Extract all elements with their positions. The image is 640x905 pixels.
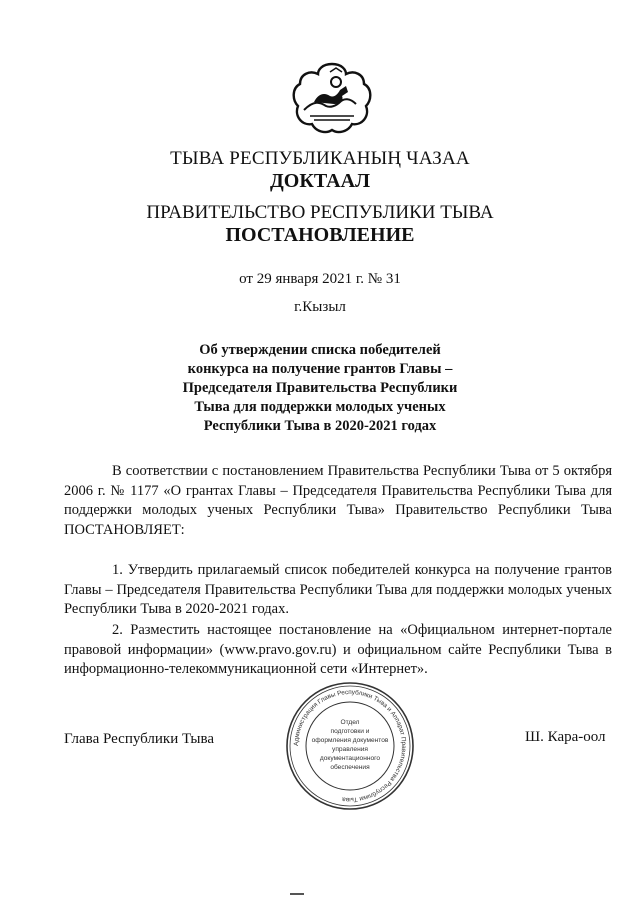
- document-city: г.Кызыл: [294, 299, 346, 315]
- stamp-center-line: обеспечения: [330, 764, 370, 771]
- document-date-number: от 29 января 2021 г. № 31: [239, 271, 401, 287]
- decree-item-2: 2. Разместить настоящее постановление на «Официальном интернет-портале правовой информации» (www.pravo.gov.ru) и официальном сайте Республики Тыва в информационно-телекоммуникационной сети «Интернет».: [64, 622, 612, 677]
- stamp-ring-text: Администрация Главы Республики Тыва и Аппарат Правительства Республики Тыва: [292, 688, 408, 804]
- title-line: конкурса на получение грантов Главы –: [187, 361, 453, 377]
- stamp-center-line: управления: [332, 746, 368, 753]
- page-mark: [290, 892, 304, 896]
- header-russian-doctype: ПОСТАНОВЛЕНИЕ: [225, 224, 415, 246]
- document-title: [0, 341, 640, 436]
- title-line: Республики Тыва в 2020-2021 годах: [203, 418, 437, 434]
- header-russian-government: ПРАВИТЕЛЬСТВО РЕСПУБЛИКИ ТЫВА: [146, 202, 494, 223]
- preamble-paragraph: В соответствии с постановлением Правительства Республики Тыва от 5 октября 2006 г. № 1177 «О грантах Главы – Председателя Правительства Республики Тыва для поддержки молодых ученых Республики Тыва» Правительство Республики Тыва ПОСТАНОВЛЯЕТ:: [64, 463, 612, 538]
- signatory-name: Ш. Кара-оол: [525, 729, 606, 745]
- tuva-emblem-icon: [290, 60, 374, 136]
- title-line: Об утверждении списка победителей: [199, 342, 441, 358]
- signatory-position: Глава Республики Тыва: [64, 731, 215, 747]
- header-tuvan-doctype: ДОКТААЛ: [270, 170, 370, 192]
- stamp-center-line: Отдел: [340, 719, 360, 726]
- title-line: Председателя Правительства Республики: [182, 380, 458, 396]
- stamp-center-line: подготовки и: [330, 728, 370, 735]
- header-tuvan-government: ТЫВА РЕСПУБЛИКАНЫҢ ЧАЗАА: [170, 148, 470, 169]
- decree-item-1: 1. Утвердить прилагаемый список победителей конкурса на получение грантов Главы – Председателя Правительства Республики Тыва для поддержки молодых ученых Республики Тыва в 2020-2021 годах.: [64, 562, 612, 617]
- stamp-center-line: оформления документов: [311, 737, 389, 744]
- stamp-center-line: документационного: [319, 755, 381, 762]
- title-line: Тыва для поддержки молодых ученых: [194, 399, 446, 415]
- official-stamp: [284, 680, 416, 812]
